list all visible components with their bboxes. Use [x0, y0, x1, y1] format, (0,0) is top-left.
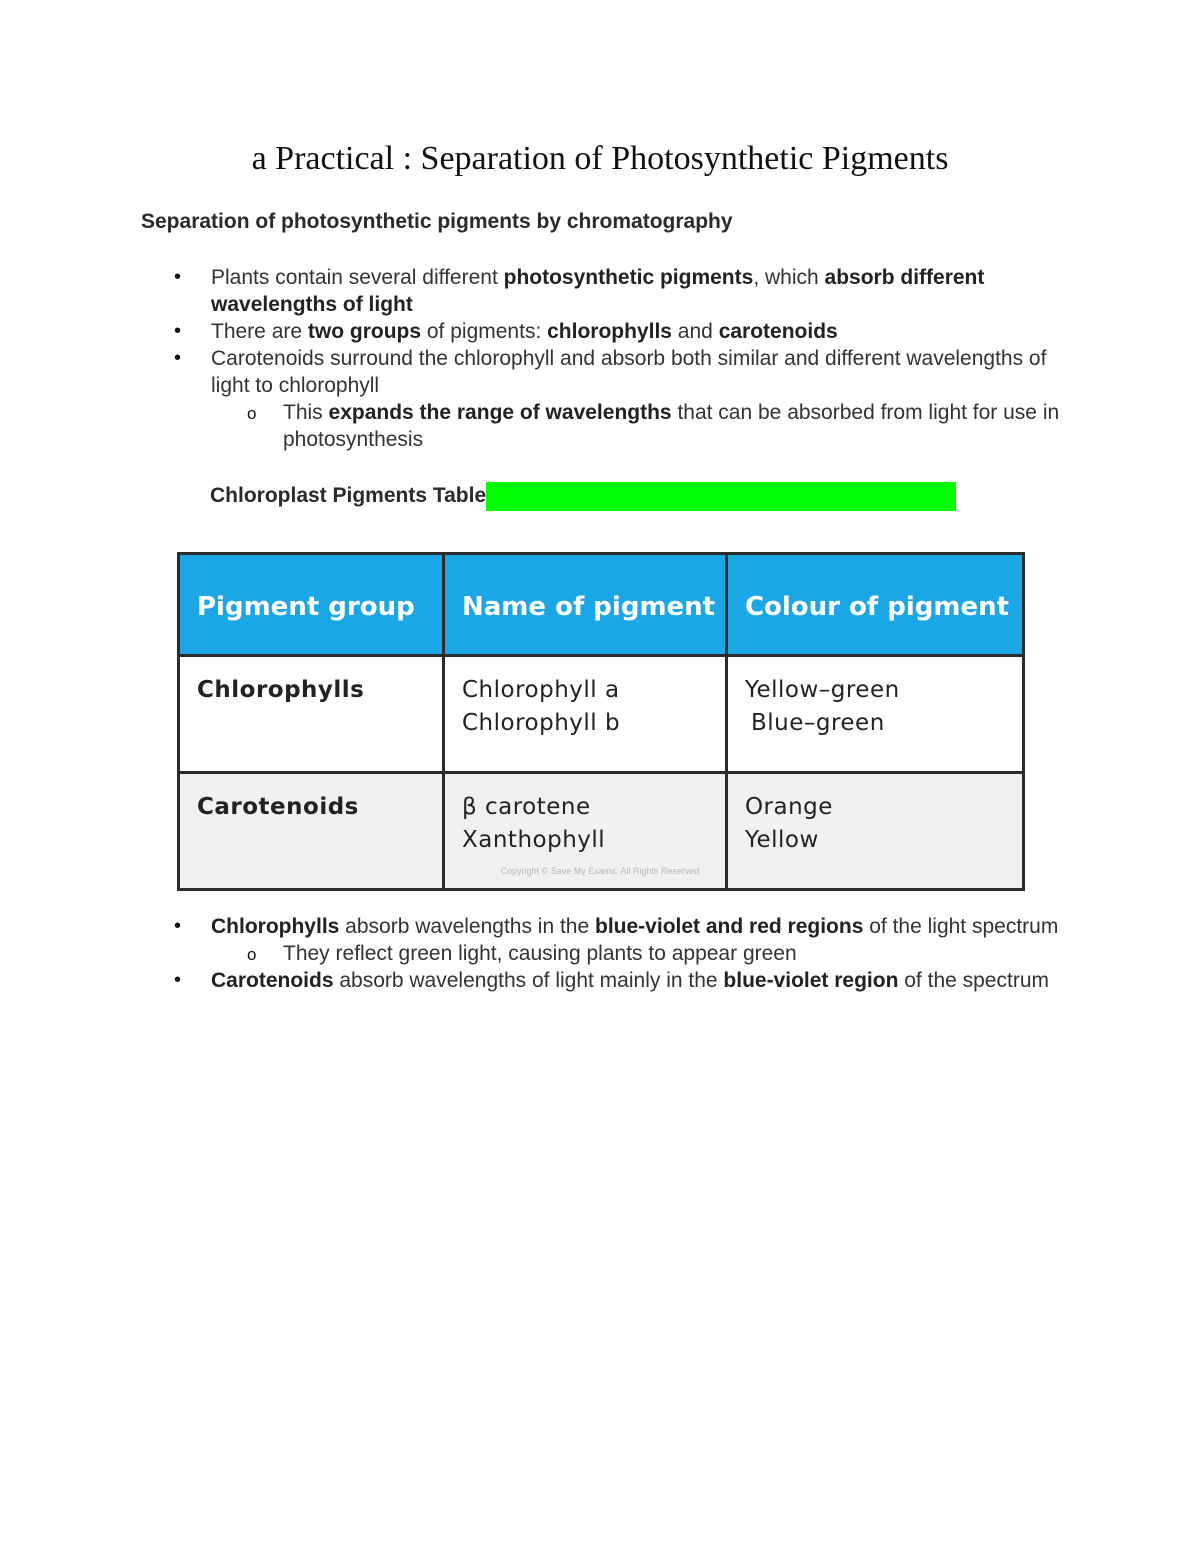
- table-row: [179, 656, 1024, 773]
- list-item: [160, 913, 1080, 940]
- bold-text: chlorophylls: [547, 320, 672, 343]
- bold-text: blue-violet region: [723, 969, 899, 992]
- text-run: of the light spectrum: [863, 915, 1059, 938]
- list-item: [160, 318, 1080, 345]
- copyright-notice: Copyright © Save My Exams. All Rights Reserved: [500, 866, 700, 876]
- bold-text: photosynthetic pigments: [503, 266, 754, 289]
- bullet-icon: •: [174, 320, 182, 342]
- bold-text: two groups: [307, 320, 422, 343]
- text-run: absorb wavelengths in the: [339, 915, 596, 938]
- list-item: [160, 967, 1080, 994]
- sub-bullet-icon: o: [247, 404, 257, 423]
- table-caption: Chloroplast Pigments Table: [210, 484, 487, 507]
- pigment-name: β carotene: [462, 794, 591, 820]
- text-run: and: [671, 320, 719, 343]
- column-header: Pigment group: [179, 554, 444, 656]
- text-run: They reflect green light, causing plants to appear green: [283, 942, 797, 965]
- column-header: Name of pigment: [444, 554, 727, 656]
- pigment-name: Chlorophyll b: [462, 710, 621, 736]
- bullet-icon: •: [174, 915, 182, 937]
- sub-bullet-icon: o: [247, 945, 257, 964]
- text-run: that can be absorbed from light for use in photosynthesis: [283, 401, 1060, 451]
- pigment-colour: Yellow–green: [744, 677, 900, 703]
- list-item: [160, 264, 1080, 318]
- bullet-icon: •: [174, 347, 182, 369]
- text-run: , which: [753, 266, 825, 289]
- pigment-group-cell: Carotenoids: [179, 773, 444, 890]
- pigment-name-cell: [444, 656, 727, 773]
- pigment-name: Chlorophyll a: [462, 677, 620, 703]
- text-run: Plants contain several different: [211, 266, 504, 289]
- sub-list-item: [160, 399, 1080, 453]
- pigment-colour: Blue–green: [750, 710, 885, 736]
- text-run: of pigments:: [421, 320, 548, 343]
- column-header: Colour of pigment: [726, 554, 1023, 656]
- bold-text: Carotenoids: [211, 969, 334, 992]
- sub-list-item: [160, 940, 1080, 967]
- pigment-colour: Orange: [744, 794, 833, 820]
- text-run: There are: [211, 320, 308, 343]
- highlight-bar: [486, 482, 956, 511]
- table-caption-row: [210, 481, 956, 511]
- list-item: [160, 345, 1080, 399]
- outro-bullet-list: [160, 913, 1080, 994]
- bold-text: blue-violet and red regions: [595, 915, 864, 938]
- pigment-group-cell: Chlorophylls: [179, 656, 444, 773]
- pigment-table: [177, 552, 1025, 891]
- intro-bullet-list: [160, 264, 1080, 453]
- text-run: of the spectrum: [898, 969, 1049, 992]
- bold-text: Chlorophylls: [211, 915, 340, 938]
- text-run: This: [283, 401, 329, 424]
- pigment-colour-cell: [726, 656, 1023, 773]
- bold-text: expands the range of wavelengths: [328, 401, 672, 424]
- table-header-row: [179, 554, 1024, 656]
- bold-text: absorb different wavelengths of light: [211, 266, 985, 316]
- pigment-name: Xanthophyll: [462, 827, 606, 853]
- bullet-icon: •: [174, 266, 182, 288]
- text-run: Carotenoids surround the chlorophyll and absorb both similar and different wavelengths of light to chlorophyll: [211, 347, 1047, 397]
- page-title: a Practical : Separation of Photosynthetic Pigments: [251, 140, 949, 177]
- bold-text: carotenoids: [718, 320, 838, 343]
- text-run: absorb wavelengths of light mainly in the: [333, 969, 724, 992]
- section-heading: Separation of photosynthetic pigments by chromatography: [141, 210, 733, 233]
- bullet-icon: •: [174, 969, 182, 991]
- pigment-colour: Yellow: [744, 827, 819, 853]
